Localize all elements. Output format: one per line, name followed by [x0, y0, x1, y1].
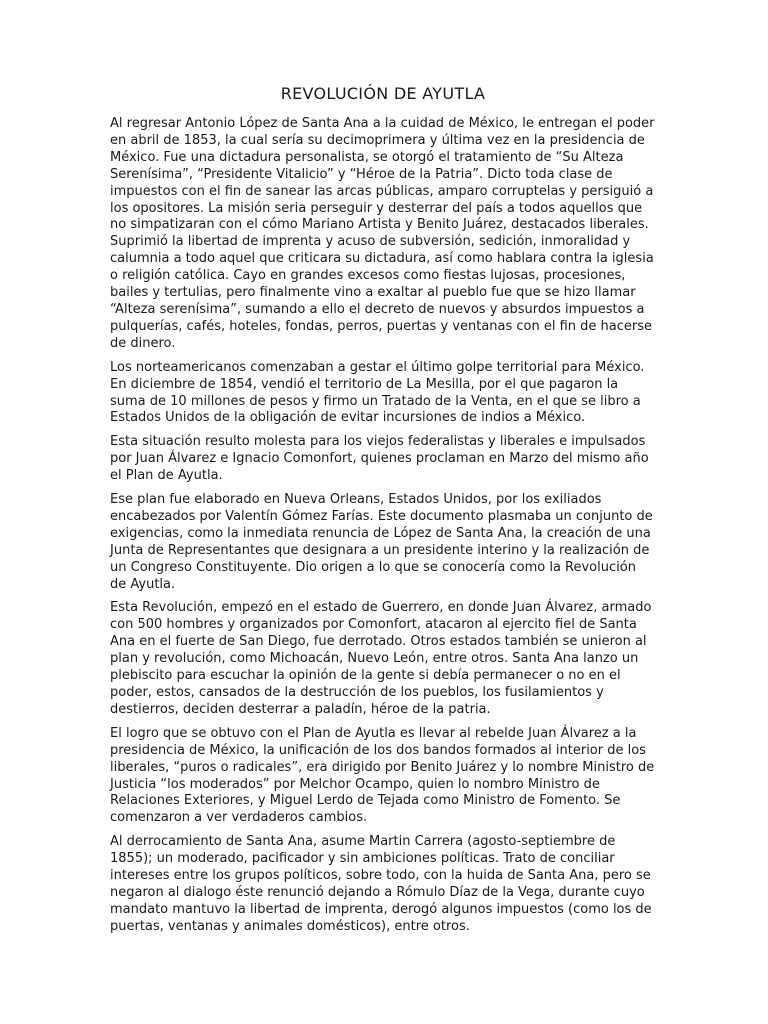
paragraph-4: Ese plan fue elaborado en Nueva Orleans, Estados Unidos, por los exiliados encabezados por Valentín Gómez Farías. Este documento plasmaba un conjunto de exigencias, como la inmediata renuncia de López de Santa Ana, la creación de una Junta de Representantes que designara a un presidente interino y la realización de un Congreso Constituyente. Dio origen a lo que se conocería como la Revolución de Ayutla. — [110, 492, 653, 592]
paragraph-1: Al regresar Antonio López de Santa Ana a la cuidad de México, le entregan el poder en abril de 1853, la cual sería su decimoprimera y última vez en la presidencia de México. Fue una dictadura personalista, se otorgó el tratamiento de “Su Alteza Serenísima”, “Presidente Vitalicio” y “Héroe de la Patria”. Dicto toda clase de impuestos con el fin de sanear las arcas públicas, amparo corruptelas y persiguió a los opositores. La misión seria perseguir y desterrar del país a todos aquellos que no simpatizaran con el cómo Mariano Artista y Benito Juárez, destacados liberales. Suprimió la libertad de imprenta y acuso de subversión, sedición, inmoralidad y calumnia a todo aquel que criticara su dictadura, así como hablara contra la iglesia o religión católica. Cayo en grandes excesos como fiestas lujosas, procesiones, bailes y tertulias, pero finalmente vino a exaltar al pueblo fue que se hizo llamar “Alteza serenísima”, sumando a ello el decreto de nuevos y absurdos impuestos a pulquerías, cafés, hoteles, fondas, perros, puertas y ventanas con el fin de hacerse de dinero. — [110, 116, 655, 351]
paragraph-2: Los norteamericanos comenzaban a gestar el último golpe territorial para México. En diciembre de 1854, vendió el territorio de La Mesilla, por el que pagaron la suma de 10 millones de pesos y firmo un Tratado de la Venta, en el que se libro a Estados Unidos de la obligación de evitar incursiones de indios a México. — [110, 359, 645, 426]
document-title: REVOLUCIÓN DE AYUTLA — [280, 84, 486, 103]
paragraph-5: Esta Revolución, empezó en el estado de Guerrero, en donde Juan Álvarez, armado con 500 hombres y organizados por Comonfort, atacaron al ejercito fiel de Santa Ana en el fuerte de San Diego, fue derrotado. Otros estados también se unieron al plan y revolución, como Michoacán, Nuevo León, entre otros. Santa Ana lanzo un plebiscito para escuchar la opinión de la gente si debía permanecer o no en el poder, estos, cansados de la destrucción de los pueblos, los fusilamientos y destierros, deciden desterrar a paladín, héroe de la patria. — [110, 600, 652, 717]
document-page — [110, 84, 656, 943]
paragraph-7: Al derrocamiento de Santa Ana, asume Martin Carrera (agosto-septiembre de 1855); un moderado, pacificador y sin ambiciones políticas. Trato de conciliar intereses entre los grupos políticos, sobre todo, con la huida de Santa Ana, pero se negaron al dialogo éste renunció dejando a Rómulo Díaz de la Vega, durante cuyo mandato mantuvo la libertad de imprenta, derogó algunos impuestos (como los de puertas, ventanas y animales domésticos), entre otros. — [110, 834, 652, 934]
paragraph-6: El logro que se obtuvo con el Plan de Ayutla es llevar al rebelde Juan Álvarez a la presidencia de México, la unificación de los dos bandos formados al interior de los liberales, “puros o radicales”, era dirigido por Benito Juárez y lo nombre Ministro de Justicia “los moderados” por Melchor Ocampo, quien lo nombro Ministro de Relaciones Exteriores, y Miguel Lerdo de Tejada como Ministro de Fomento. Se comenzaron a ver verdaderos cambios. — [110, 725, 655, 826]
paragraph-3: Esta situación resulto molesta para los viejos federalistas y liberales e impulsados por Juan Álvarez e Ignacio Comonfort, quienes proclaman en Marzo del mismo año el Plan de Ayutla. — [110, 434, 649, 484]
